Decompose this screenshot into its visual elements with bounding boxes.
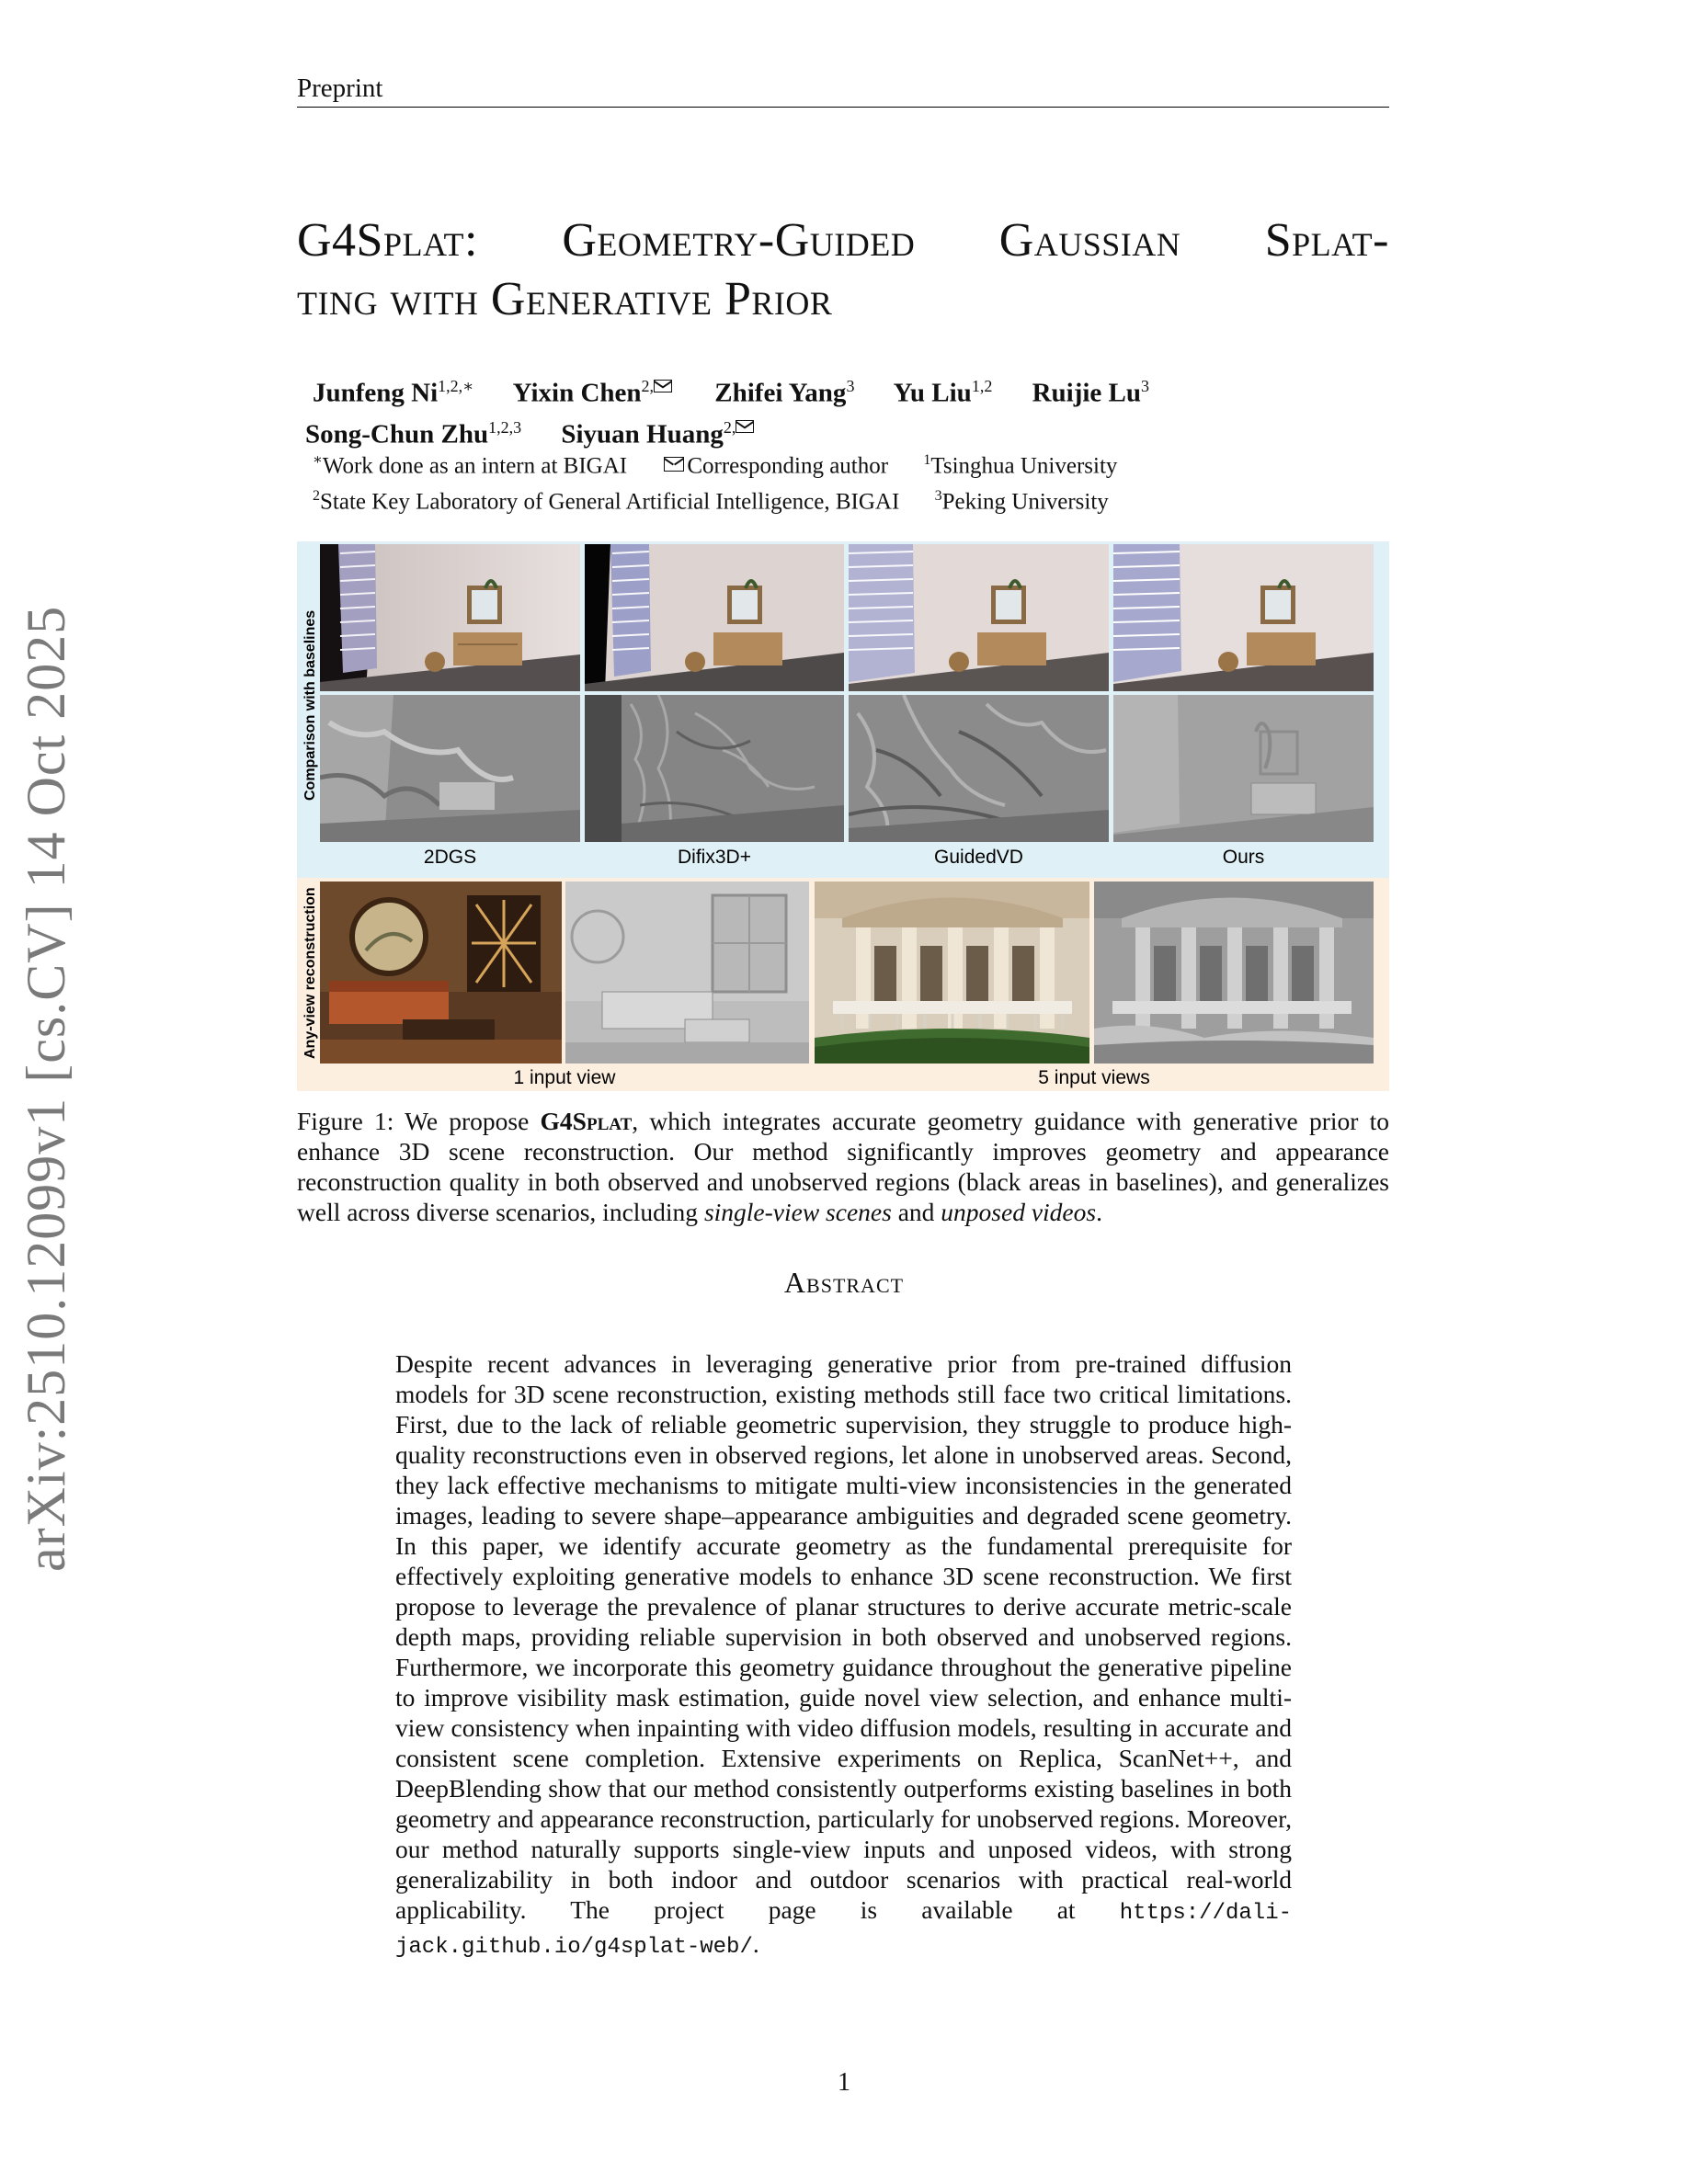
affiliation-mark: 3 xyxy=(934,488,942,505)
method-label: 2DGS xyxy=(423,847,477,868)
affiliation-row xyxy=(313,481,1379,517)
render-2dgs xyxy=(320,544,580,691)
author-list xyxy=(305,370,1379,451)
mesh-2dgs xyxy=(320,695,580,842)
author-sup: 1,2 xyxy=(971,377,993,395)
figure-caption xyxy=(297,1106,1389,1227)
method-label: GuidedVD xyxy=(934,847,1023,868)
title-word: Geometry-Guided xyxy=(562,214,916,267)
author-name: Zhifei Yang xyxy=(714,378,847,408)
mesh-guidedvd xyxy=(849,695,1109,842)
author-name: Yixin Chen xyxy=(512,378,642,408)
caption-prefix: Figure 1: We propose xyxy=(297,1107,541,1135)
single-view-input-render xyxy=(320,882,562,1064)
envelope-icon xyxy=(664,457,684,472)
figure-1 xyxy=(297,541,1389,1091)
multi-view-mesh xyxy=(1094,882,1374,1064)
title-line-1 xyxy=(297,211,1389,270)
affiliation-1: Tsinghua University xyxy=(930,453,1118,479)
title-word: Splat- xyxy=(1264,214,1389,267)
author-sup: 2, xyxy=(641,377,655,395)
render-ours xyxy=(1113,544,1374,691)
abstract-text: Despite recent advances in leveraging generative prior from pre-trained diffusion models for 3D scene reconstruction, existing methods still face two critical limitations. First, due to the lack of reliable geometric supervision, they struggle to produce high-quality reconstructions even in observed regions, let alone in unobserved areas. Second, they lack effective mechanisms to mitigate multi-view inconsistencies in the generated images, leading to severe shape–appearance ambiguities and degraded scene geometry. In this paper, we identify accurate geometry as the fundamental prerequisite for effectively exploiting generative models to enhance 3D scene reconstruction. We first propose to leverage the prevalence of planar structures to derive accurate metric-scale depth maps, providing reliable supervision in both observed and unobserved regions. Furthermore, we incorporate this geometry guidance throughout the generative pipeline to improve visibility mask estimation, guide novel view selection, and enhance multi-view consistency when inpainting with video diffusion models, resulting in accurate and consistent scene completion. Extensive experiments on Replica, ScanNet++, and DeepBlending show that our method consistently outperforms existing baselines in both geometry and appearance reconstruction, particularly for unobserved regions. Moreover, our method naturally supports single-view inputs and unposed videos, with strong generalizability in both indoor and outdoor scenarios with practical real-world applicability. The project page is available at xyxy=(395,1349,1292,1924)
method-label: Difix3D+ xyxy=(678,847,751,868)
title-word: Gaussian xyxy=(998,214,1181,267)
single-view-mesh xyxy=(565,882,809,1064)
caption-emphasis: unposed videos xyxy=(941,1198,1097,1226)
affiliation-mark: 2 xyxy=(313,488,320,505)
envelope-icon xyxy=(736,420,754,433)
author-name: Siyuan Huang xyxy=(561,419,724,449)
affiliations xyxy=(313,445,1379,518)
affiliation-2: State Key Laboratory of General Artificial Intelligence, BIGAI xyxy=(320,489,900,515)
project-url-link[interactable]: https://dali-jack.github.io/g4splat-web/ xyxy=(395,1901,1292,1960)
affiliation-3: Peking University xyxy=(941,489,1109,515)
author-name: Song-Chun Zhu xyxy=(305,419,489,449)
any-view-band-label: Any-view reconstruction xyxy=(302,887,318,1059)
caption-text: and xyxy=(891,1198,941,1226)
author-name: Junfeng Ni xyxy=(313,378,439,408)
affiliation-mark: 1 xyxy=(923,452,931,468)
render-guidedvd xyxy=(849,544,1109,691)
caption-text: , which integrates accurate geometry guidance with generative prior to enhance 3D scene reconstruction. Our method significantly improves geometry and appearance reconstruction quality in both observed and unobserved regions (black areas in baselines), and generalizes well across diverse scenarios, including xyxy=(297,1107,1390,1226)
footnote-mark: ∗ xyxy=(313,452,323,468)
any-view-label: 1 input view xyxy=(513,1067,616,1088)
author-sup: 1,2,3 xyxy=(488,417,522,437)
abstract-body xyxy=(395,1348,1292,1962)
any-view-label: 5 input views xyxy=(1038,1067,1150,1088)
author-row xyxy=(313,370,1379,411)
intern-note: Work done as an intern at BIGAI xyxy=(322,453,628,479)
mesh-difix3d xyxy=(585,695,844,842)
multi-view-input-render xyxy=(815,882,1089,1064)
caption-emphasis: single-view scenes xyxy=(703,1198,892,1226)
author-name: Ruijie Lu xyxy=(1032,378,1141,408)
author-sup: 2, xyxy=(723,417,736,437)
comparison-band-label: Comparison with baselines xyxy=(302,609,318,801)
affiliation-row xyxy=(313,445,1379,481)
title-line-2: ting with Generative Prior xyxy=(297,273,833,325)
paper-title xyxy=(297,211,1389,329)
page-number: 1 xyxy=(838,2068,850,2097)
corresponding-note: Corresponding author xyxy=(687,453,889,479)
abstract-text: . xyxy=(752,1929,759,1958)
mesh-ours xyxy=(1113,695,1374,842)
caption-text: . xyxy=(1096,1198,1102,1226)
running-head: Preprint xyxy=(297,72,1389,108)
author-sup: 3 xyxy=(846,377,855,395)
title-word: G4Splat: xyxy=(297,214,478,267)
author-name: Yu Liu xyxy=(893,378,972,408)
envelope-icon xyxy=(654,380,672,392)
author-sup: 3 xyxy=(1141,377,1149,395)
abstract-heading: Abstract xyxy=(783,1266,905,1299)
author-sup: 1,2,∗ xyxy=(438,377,474,395)
arxiv-side-stamp: arXiv:2510.12099v1 [cs.CV] 14 Oct 2025 xyxy=(16,605,76,1572)
method-name: G4Splat xyxy=(540,1107,633,1135)
render-difix3d xyxy=(585,544,844,691)
method-label: Ours xyxy=(1222,847,1265,868)
